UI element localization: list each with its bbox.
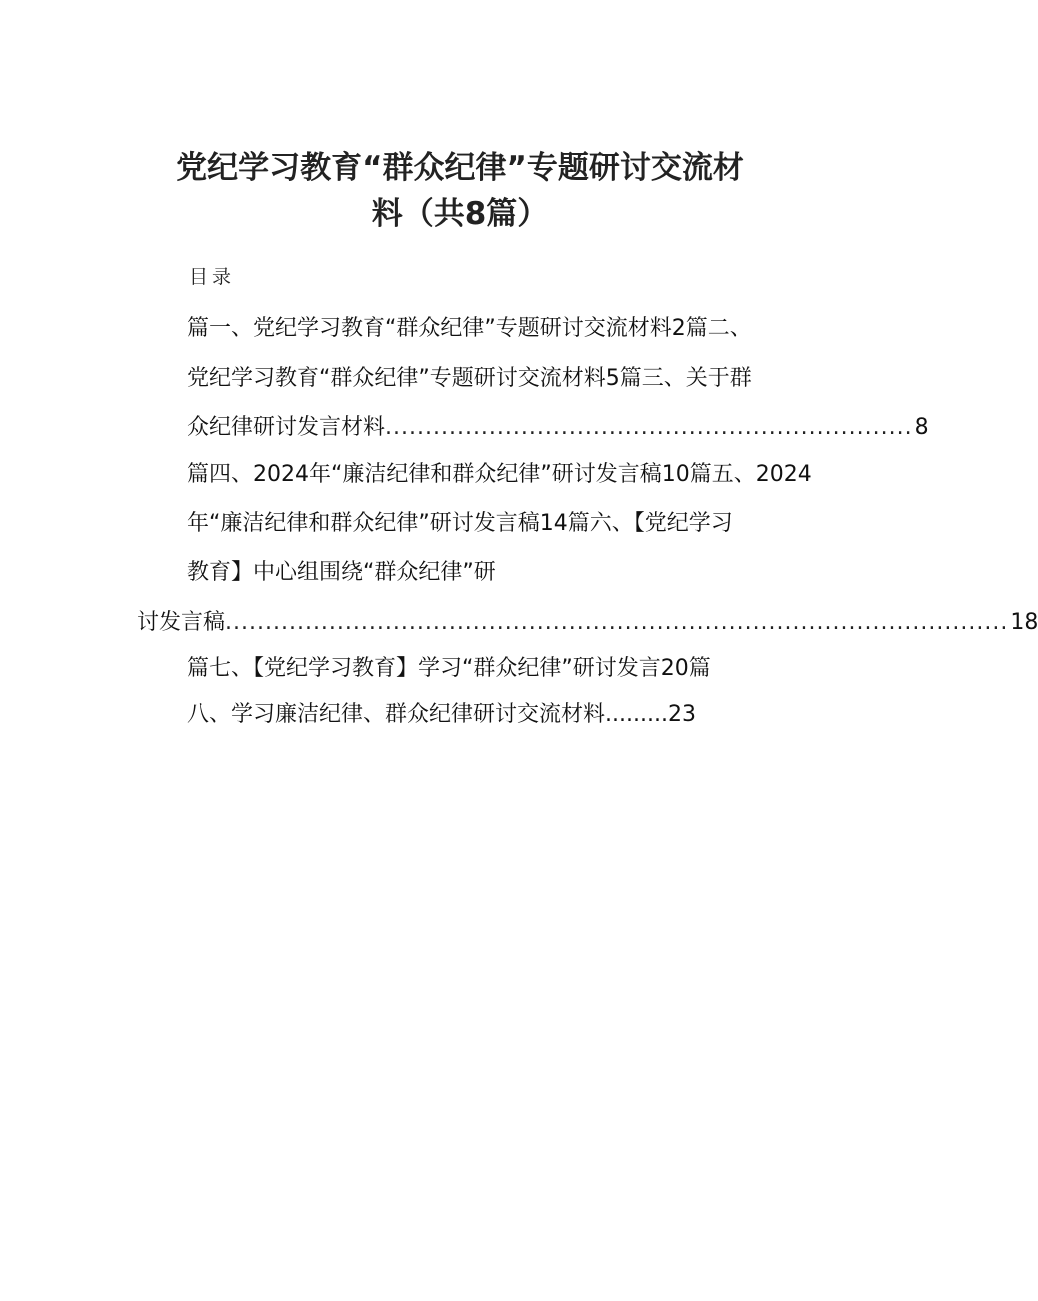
toc-line: 篇一、党纪学习教育“群众纪律”专题研讨交流材料2篇二、 bbox=[187, 316, 752, 341]
toc-dot-leader: ......... bbox=[605, 702, 668, 727]
toc-line: 教育】中心组围绕“群众纪律”研 bbox=[187, 560, 496, 585]
toc-line: 篇四、2024年“廉洁纪律和群众纪律”研讨发言稿10篇五、2024 bbox=[187, 462, 812, 487]
toc-entry-with-page bbox=[187, 697, 696, 728]
toc-entry-with-page bbox=[137, 605, 1038, 636]
toc-heading: 目录 bbox=[189, 266, 236, 288]
toc-page-number: 18 bbox=[1010, 610, 1038, 635]
document-title-line-2: 料（共8篇） bbox=[371, 196, 549, 232]
toc-dot-leader: .................................................................. bbox=[385, 415, 913, 440]
toc-page-number: 23 bbox=[667, 702, 696, 727]
toc-page-number: 8 bbox=[914, 415, 929, 440]
toc-line: 年“廉洁纪律和群众纪律”研讨发言稿14篇六、【党纪学习 bbox=[187, 511, 733, 536]
toc-line: 篇七、【党纪学习教育】学习“群众纪律”研讨发言20篇 bbox=[187, 656, 711, 681]
toc-entry-with-page bbox=[187, 410, 929, 441]
document-title-line-1: 党纪学习教育“群众纪律”专题研讨交流材 bbox=[176, 150, 744, 186]
toc-entry-text: 讨发言稿 bbox=[137, 610, 226, 635]
toc-line: 党纪学习教育“群众纪律”专题研讨交流材料5篇三、关于群 bbox=[187, 366, 752, 391]
toc-dot-leader: .................................................................................................. bbox=[225, 610, 1009, 635]
toc-entry-text: 众纪律研讨发言材料 bbox=[187, 415, 386, 440]
toc-entry-text: 八、学习廉洁纪律、群众纪律研讨交流材料 bbox=[187, 702, 606, 727]
